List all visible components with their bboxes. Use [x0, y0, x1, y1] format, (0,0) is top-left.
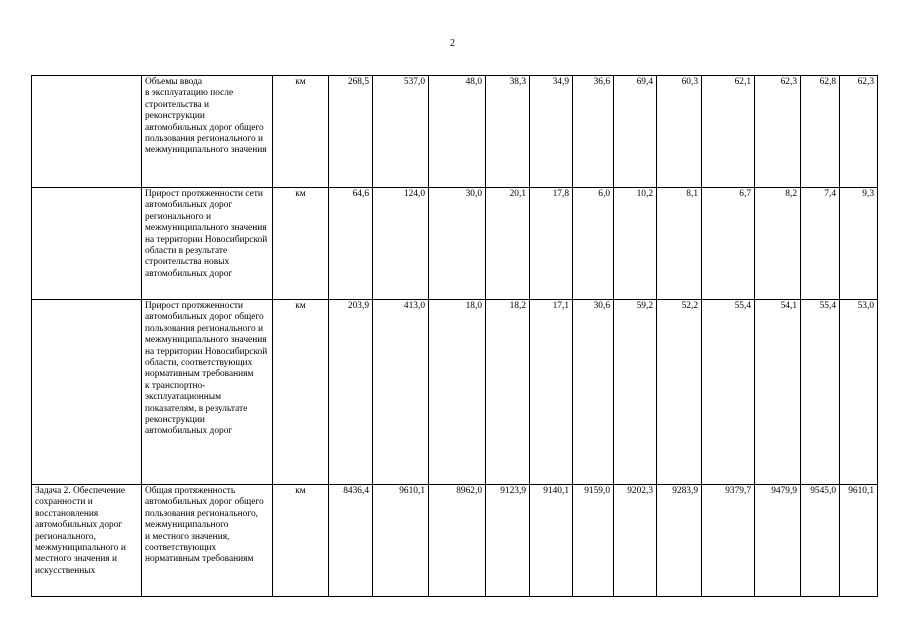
- value-cell: 7,4: [801, 188, 840, 300]
- value-cell: 413,0: [373, 300, 429, 485]
- value-cell: 17,1: [530, 300, 573, 485]
- task-cell: [32, 76, 142, 188]
- value-cell: 55,4: [702, 300, 755, 485]
- unit-cell: км: [273, 188, 329, 300]
- value-cell: 17,8: [530, 188, 573, 300]
- table-row: [32, 300, 878, 485]
- value-cell: 9159,0: [573, 485, 614, 597]
- value-cell: 9,3: [840, 188, 878, 300]
- value-cell: 64,6: [329, 188, 373, 300]
- value-cell: 537,0: [373, 76, 429, 188]
- value-cell: 62,1: [702, 76, 755, 188]
- table-row: [32, 76, 878, 188]
- unit-cell: км: [273, 76, 329, 188]
- value-cell: 9610,1: [373, 485, 429, 597]
- value-cell: 55,4: [801, 300, 840, 485]
- indicator-cell: Прирост протяженности сети автомобильных дорог регионального и межмуниципального значения на территории Новосибирской области в результате строительства новых автомобильных дорог: [142, 188, 273, 300]
- value-cell: 9610,1: [840, 485, 878, 597]
- page-number: 2: [450, 38, 455, 49]
- task-cell: [32, 300, 142, 485]
- value-cell: 8,2: [755, 188, 801, 300]
- value-cell: 62,8: [801, 76, 840, 188]
- value-cell: 30,6: [573, 300, 614, 485]
- unit-cell: км: [273, 300, 329, 485]
- value-cell: 9379,7: [702, 485, 755, 597]
- value-cell: 6,7: [702, 188, 755, 300]
- value-cell: 48,0: [429, 76, 486, 188]
- value-cell: 9545,0: [801, 485, 840, 597]
- value-cell: 62,3: [755, 76, 801, 188]
- value-cell: 268,5: [329, 76, 373, 188]
- value-cell: 6,0: [573, 188, 614, 300]
- value-cell: 203,9: [329, 300, 373, 485]
- value-cell: 10,2: [614, 188, 657, 300]
- value-cell: 8,1: [657, 188, 702, 300]
- value-cell: 9140,1: [530, 485, 573, 597]
- value-cell: 18,0: [429, 300, 486, 485]
- value-cell: 60,3: [657, 76, 702, 188]
- value-cell: 34,9: [530, 76, 573, 188]
- value-cell: 36,6: [573, 76, 614, 188]
- value-cell: 30,0: [429, 188, 486, 300]
- indicator-cell: Объемы ввода в эксплуатацию после строительства и реконструкции автомобильных дорог общего пользования регионального и межмуниципального значения: [142, 76, 273, 188]
- value-cell: 18,2: [486, 300, 530, 485]
- indicator-cell: Прирост протяженности автомобильных дорог общего пользования регионального и межмуниципального значения на территории Новосибирской области, соответствующих нормативным требованиям к транспортно-эксплуатационным показателям, в результате реконструкции автомобильных дорог: [142, 300, 273, 485]
- table-row: [32, 188, 878, 300]
- task-cell: [32, 188, 142, 300]
- table-row: [32, 485, 878, 597]
- indicators-table: [31, 75, 878, 597]
- value-cell: 69,4: [614, 76, 657, 188]
- unit-cell: км: [273, 485, 329, 597]
- value-cell: 54,1: [755, 300, 801, 485]
- value-cell: 9123,9: [486, 485, 530, 597]
- value-cell: 53,0: [840, 300, 878, 485]
- value-cell: 9283,9: [657, 485, 702, 597]
- indicator-cell: Общая протяженность автомобильных дорог общего пользования регионального, межмуниципального и местного значения, соответствующих нормативным требованиям: [142, 485, 273, 597]
- value-cell: 38,3: [486, 76, 530, 188]
- value-cell: 8436,4: [329, 485, 373, 597]
- value-cell: 9202,3: [614, 485, 657, 597]
- value-cell: 124,0: [373, 188, 429, 300]
- value-cell: 9479,9: [755, 485, 801, 597]
- task-cell: Задача 2. Обеспечение сохранности и восстановления автомобильных дорог регионального, межмуниципального и местного значения и искусственных: [32, 485, 142, 597]
- value-cell: 8962,0: [429, 485, 486, 597]
- value-cell: 52,2: [657, 300, 702, 485]
- value-cell: 20,1: [486, 188, 530, 300]
- value-cell: 62,3: [840, 76, 878, 188]
- value-cell: 59,2: [614, 300, 657, 485]
